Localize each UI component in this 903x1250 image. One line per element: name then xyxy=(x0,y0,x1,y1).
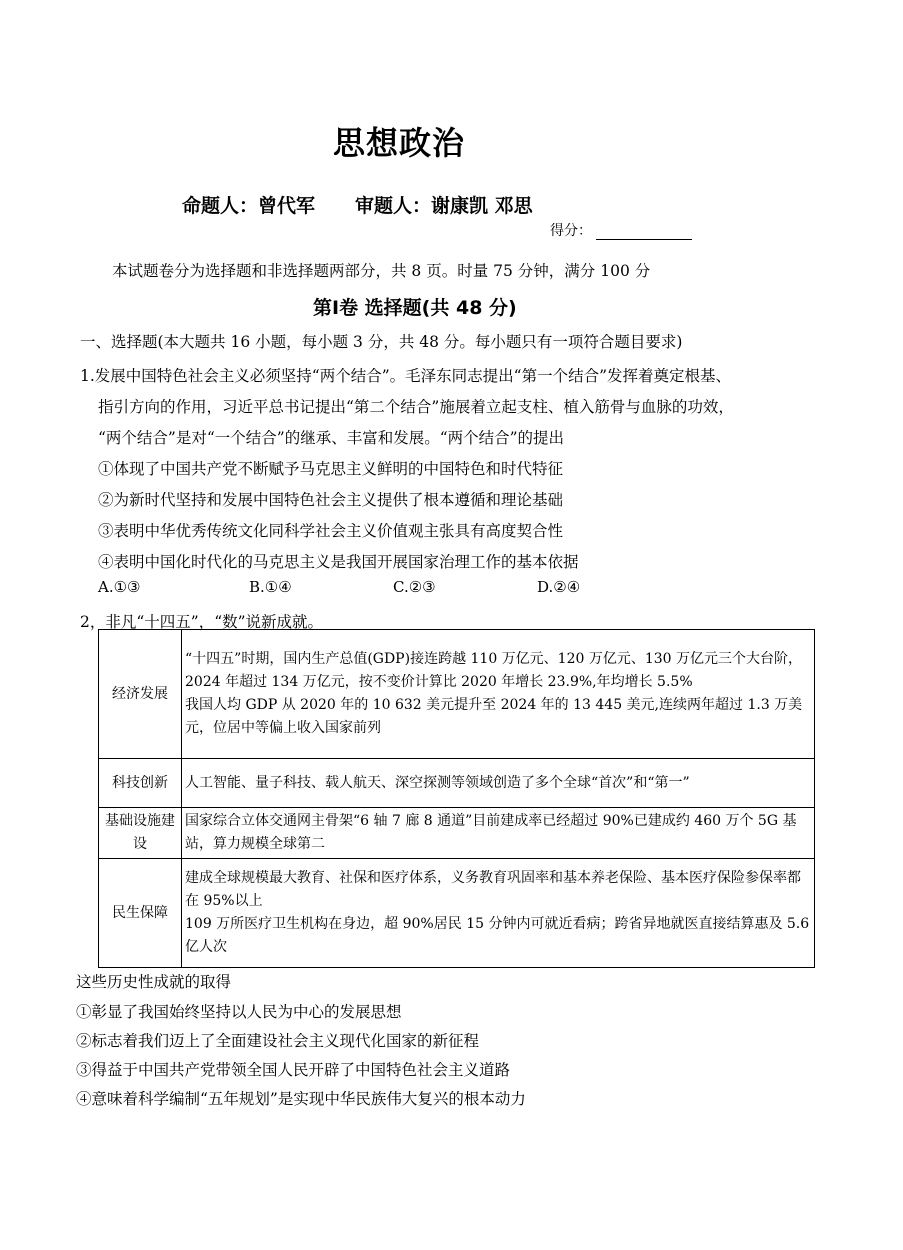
content-cell xyxy=(182,759,815,808)
q1-stem-line: 指引方向的作用，习近平总书记提出“第二个结合”施展着立起支柱、植入筋骨与血脉的功效， xyxy=(98,398,734,416)
q1-statement: ③表明中华优秀传统文化同科学社会主义价值观主张具有高度契合性 xyxy=(98,522,564,540)
content-cell xyxy=(182,808,815,859)
part-title: 第Ⅰ卷 选择题(共 48 分) xyxy=(313,297,517,319)
q1-stem-line: 1.发展中国特色社会主义必须坚持“两个结合”。毛泽东同志提出“第一个结合”发挥着奠定根基、 xyxy=(80,367,731,385)
category-cell: 民生保障 xyxy=(99,859,182,968)
q2-statement: ②标志着我们迈上了全面建设社会主义现代化国家的新征程 xyxy=(76,1032,480,1050)
category-cell: 经济发展 xyxy=(99,630,182,759)
q1-statement: ②为新时代坚持和发展中国特色社会主义提供了根本遵循和理论基础 xyxy=(98,491,564,509)
content-line: 109 万所医疗卫生机构在身边，超 90%居民 15 分钟内可就近看病；跨省异地就医直接结算惠及 5.6 亿人次 xyxy=(185,916,810,955)
content-line: 建成全球规模最大教育、社保和医疗体系，义务教育巩固率和基本养老保险、基本医疗保险参保率都在 95%以上 xyxy=(185,870,801,909)
q2-follow-text: 这些历史性成就的取得 xyxy=(76,973,232,991)
content-line: “十四五”时期，国内生产总值(GDP)接连跨越 110 万亿元、120 万亿元、130 万亿元三个大台阶，2024 年超过 134 万亿元，按不变价计算比 2020 年增长 23.9%,年均增长 5.5% xyxy=(185,651,803,690)
table-row xyxy=(99,759,815,808)
content-cell xyxy=(182,630,815,759)
category-cell: 基础设施建设 xyxy=(99,808,182,859)
category-cell: 科技创新 xyxy=(99,759,182,808)
authors-line xyxy=(182,191,533,218)
score-field xyxy=(550,220,692,240)
q1-statement: ①体现了中国共产党不断赋予马克思主义鲜明的中国特色和时代特征 xyxy=(98,460,564,478)
section-title: 一、选择题(本大题共 16 小题，每小题 3 分，共 48 分。每小题只有一项符合题目要求) xyxy=(80,333,683,351)
q2-statement: ①彰显了我国始终坚持以人民为中心的发展思想 xyxy=(76,1003,402,1021)
table-row xyxy=(99,630,815,759)
setter: 命题人：曾代军 xyxy=(182,195,316,217)
q2-stem: 2，非凡“十四五”，“数”说新成就。 xyxy=(80,613,324,631)
table-row xyxy=(99,859,815,968)
page-title: 思想政治 xyxy=(333,124,466,162)
table-row xyxy=(99,808,815,859)
q1-choice-c[interactable]: C.②③ xyxy=(393,578,436,596)
q1-choice-d[interactable]: D.②④ xyxy=(537,578,581,596)
content-line: 我国人均 GDP 从 2020 年的 10 632 美元提升至 2024 年的 13 445 美元,连续两年超过 1.3 万美元，位居中等偏上收入国家前列 xyxy=(185,697,803,736)
score-label: 得分： xyxy=(550,223,592,239)
q1-stem-line: “两个结合”是对“一个结合”的继承、丰富和发展。“两个结合”的提出 xyxy=(98,429,565,447)
content-line: 人工智能、量子科技、载人航天、深空探测等领域创造了多个全球“首次”和“第一” xyxy=(185,774,690,791)
content-cell xyxy=(182,859,815,968)
achievements-table xyxy=(98,629,815,968)
reviewer: 审题人：谢康凯 邓思 xyxy=(355,195,533,217)
score-blank[interactable] xyxy=(596,225,692,240)
q2-statement: ③得益于中国共产党带领全国人民开辟了中国特色社会主义道路 xyxy=(76,1061,511,1079)
q1-choice-b[interactable]: B.①④ xyxy=(249,578,292,596)
content-line: 国家综合立体交通网主骨架“6 轴 7 廊 8 通道”目前建成率已经超过 90%已建成约 460 万个 5G 基站，算力规模全球第二 xyxy=(185,813,797,852)
q1-statement: ④表明中国化时代化的马克思主义是我国开展国家治理工作的基本依据 xyxy=(98,553,579,571)
q2-statement: ④意味着科学编制“五年规划”是实现中华民族伟大复兴的根本动力 xyxy=(76,1090,526,1108)
q1-choice-a[interactable]: A.①③ xyxy=(98,578,141,596)
exam-intro: 本试题卷分为选择题和非选择题两部分，共 8 页。时量 75 分钟，满分 100 分 xyxy=(112,262,651,280)
